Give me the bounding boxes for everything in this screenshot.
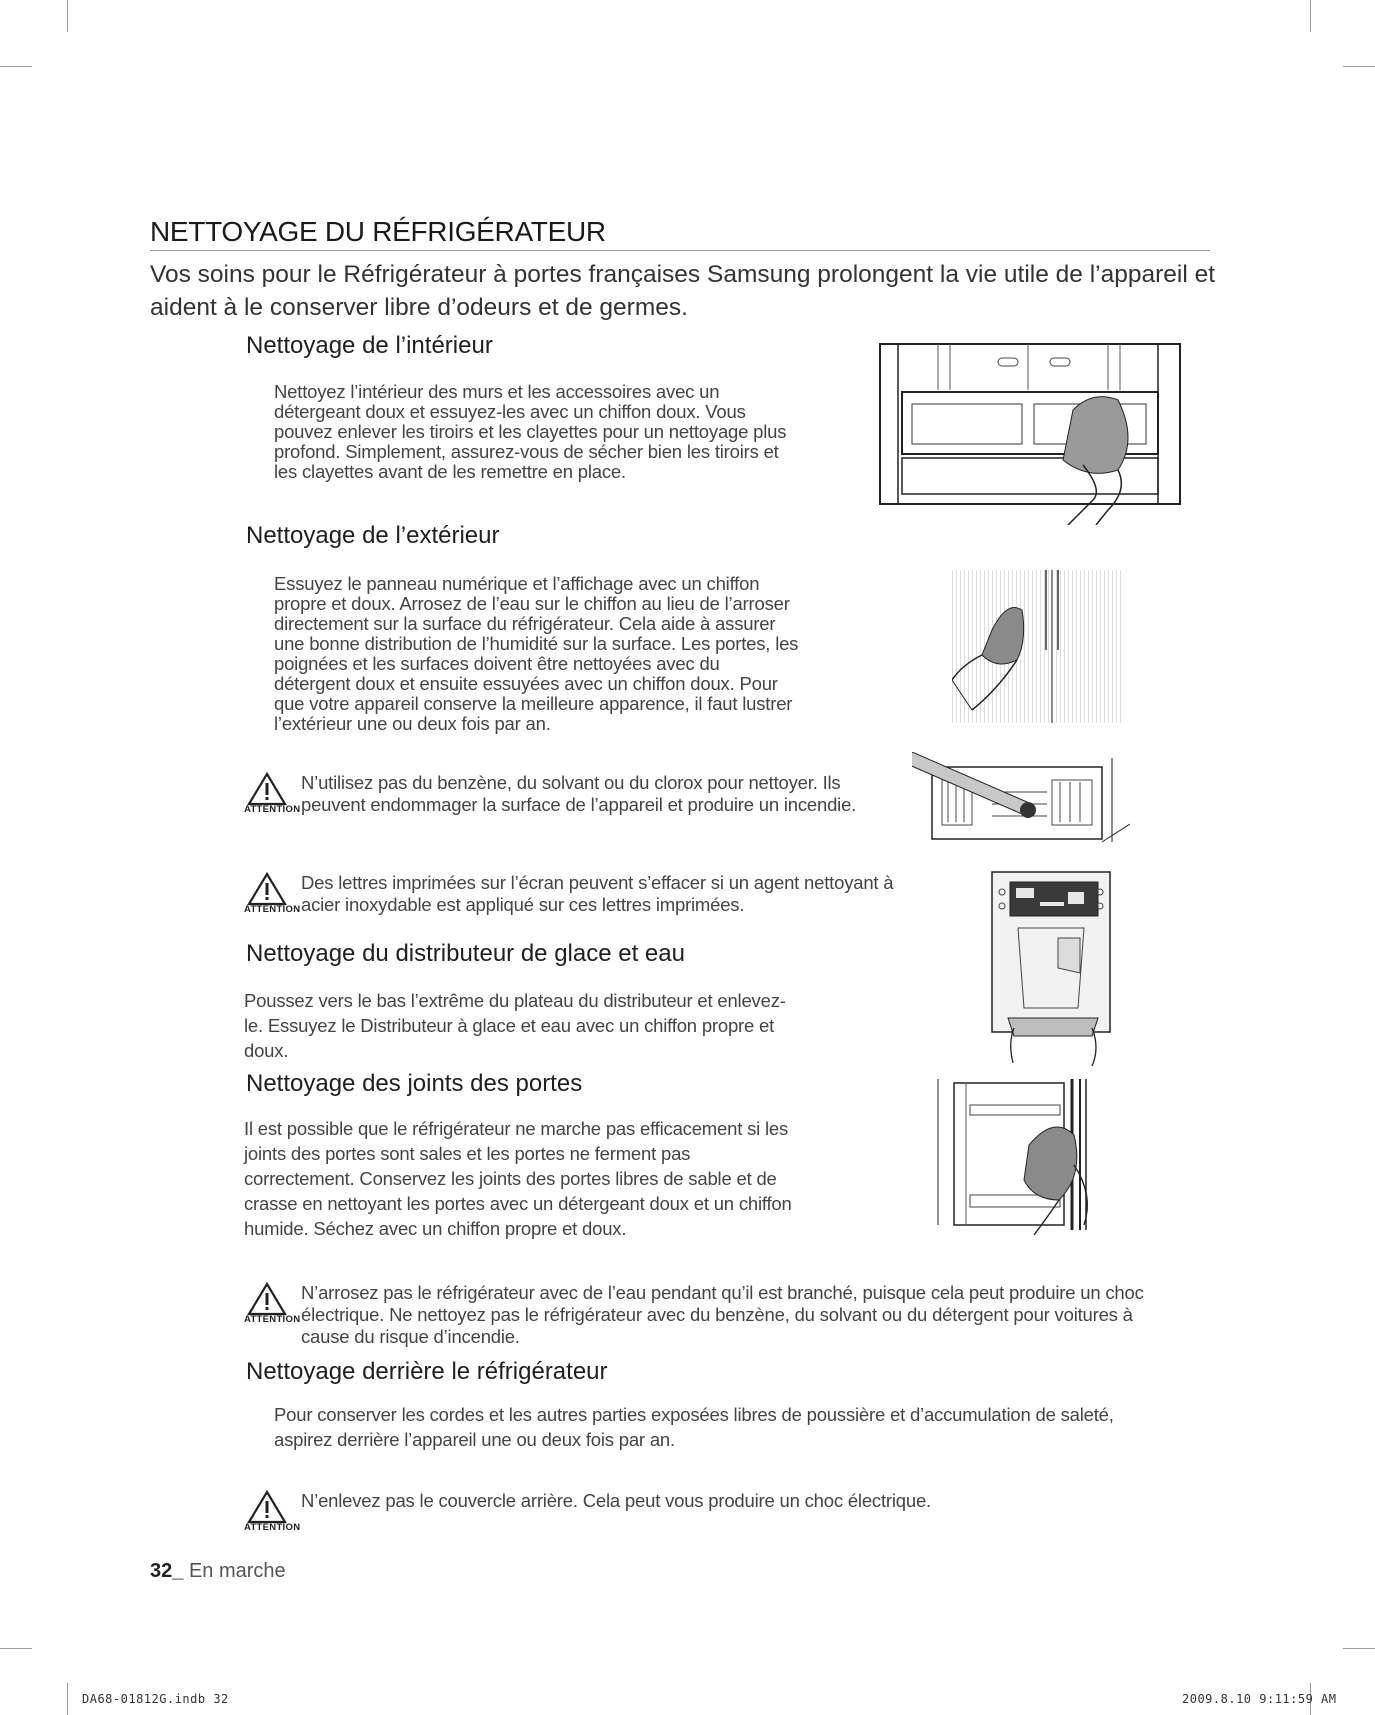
page-footer bbox=[150, 1560, 286, 1583]
heading-exterior: Nettoyage de l’extérieur bbox=[246, 522, 500, 549]
print-slug-file: DA68-01812G.indb 32 bbox=[82, 1692, 229, 1706]
paragraph-gaskets: Il est possible que le réfrigérateur ne marche pas efficacement si les joints des portes sont sales et les portes ne ferment pas correctement. Conservez les joints des portes libres de sable et de crasse en nettoyant les portes avec un détergeant doux et un chiffon humide. Séchez avec un chiffon propre et doux. bbox=[244, 1118, 792, 1239]
crop-mark bbox=[67, 0, 68, 32]
caution-text: N’enlevez pas le couvercle arrière. Cela peut vous produire un choc électrique. bbox=[301, 1490, 931, 1511]
warning-triangle-icon bbox=[247, 872, 287, 906]
paragraph-behind: Pour conserver les cordes et les autres parties exposées libres de poussière et d’accumulation de saleté, aspirez derrière l’appareil une ou deux fois par an. bbox=[274, 1404, 1114, 1450]
caution-text: Des lettres imprimées sur l’écran peuvent s’effacer si un agent nettoyant à acier inoxydable est appliqué sur ces lettres imprimées. bbox=[301, 872, 894, 915]
caution-label: ATTENTION bbox=[244, 904, 301, 915]
heading-gaskets: Nettoyage des joints des portes bbox=[246, 1070, 583, 1097]
heading-dispenser: Nettoyage du distributeur de glace et eau bbox=[246, 940, 685, 967]
caution-label: ATTENTION bbox=[244, 804, 301, 815]
crop-mark bbox=[1343, 66, 1375, 67]
paragraph-exterior: Essuyez le panneau numérique et l’affichage avec un chiffon propre et doux. Arrosez de l’eau sur le chiffon au lieu de l’arroser directement sur la surface du réfrigérateur. Cela aide à assurer une bonne distribution de l’humidité sur la surface. Les portes, les poignées et les surfaces doivent être nettoyées avec du détergent doux et ensuite essuyées avec un chiffon doux. Pour que votre appareil conserve la meilleure apparence, il faut lustrer l’extérieur une ou deux fois par an. bbox=[274, 573, 799, 734]
illustration-gasket-cleaning bbox=[934, 1075, 1114, 1235]
illustration-dispenser-tray bbox=[988, 868, 1116, 1068]
caution-text: N’arrosez pas le réfrigérateur avec de l’eau pendant qu’il est branché, puisque cela peut produire un choc électrique. Ne nettoyez pas le réfrigérateur avec du benzène, du solvant ou du détergent pour voitures à cause du risque d’incendie. bbox=[301, 1282, 1144, 1347]
illustration-rear-vacuum bbox=[912, 752, 1130, 847]
warning-triangle-icon bbox=[247, 772, 287, 806]
crop-mark bbox=[67, 1683, 68, 1715]
page-number: 32_ bbox=[150, 1560, 184, 1582]
section-name: En marche bbox=[188, 1560, 286, 1582]
illustration-interior-cleaning bbox=[878, 340, 1188, 525]
paragraph-interior: Nettoyez l’intérieur des murs et les accessoires avec un détergeant doux et essuyez-les avec un chiffon doux. Vous pouvez enlever les tiroirs et les clayettes pour un nettoyage plus profond. Simplement, assurez-vous de sécher bien les tiroirs et les clayettes avant de les remettre en place. bbox=[274, 381, 787, 482]
illustration-exterior-cleaning bbox=[952, 570, 1124, 725]
crop-mark bbox=[0, 66, 32, 67]
page-intro: Vos soins pour le Réfrigérateur à portes françaises Samsung prolongent la vie utile de l’appareil et aident à le conserver libre d’odeurs et de germes. bbox=[150, 261, 1215, 321]
warning-triangle-icon bbox=[247, 1282, 287, 1316]
caution-text: N’utilisez pas du benzène, du solvant ou du clorox pour nettoyer. Ils peuvent endommager la surface de l’appareil et produire un incendie. bbox=[301, 772, 857, 815]
print-slug-date: 2009.8.10 9:11:59 AM bbox=[1182, 1692, 1337, 1706]
crop-mark bbox=[0, 1648, 32, 1649]
caution-label: ATTENTION bbox=[244, 1522, 301, 1533]
heading-interior: Nettoyage de l’intérieur bbox=[246, 332, 493, 359]
paragraph-dispenser: Poussez vers le bas l’extrême du plateau du distributeur et enlevez-le. Essuyez le Distributeur à glace et eau avec un chiffon propre et doux. bbox=[244, 990, 786, 1061]
page-title: NETTOYAGE DU RÉFRIGÉRATEUR bbox=[150, 216, 1210, 251]
crop-mark bbox=[1343, 1648, 1375, 1649]
caution-label: ATTENTION bbox=[244, 1314, 301, 1325]
crop-mark bbox=[1310, 0, 1311, 32]
heading-behind: Nettoyage derrière le réfrigérateur bbox=[246, 1358, 608, 1385]
warning-triangle-icon bbox=[247, 1490, 287, 1524]
